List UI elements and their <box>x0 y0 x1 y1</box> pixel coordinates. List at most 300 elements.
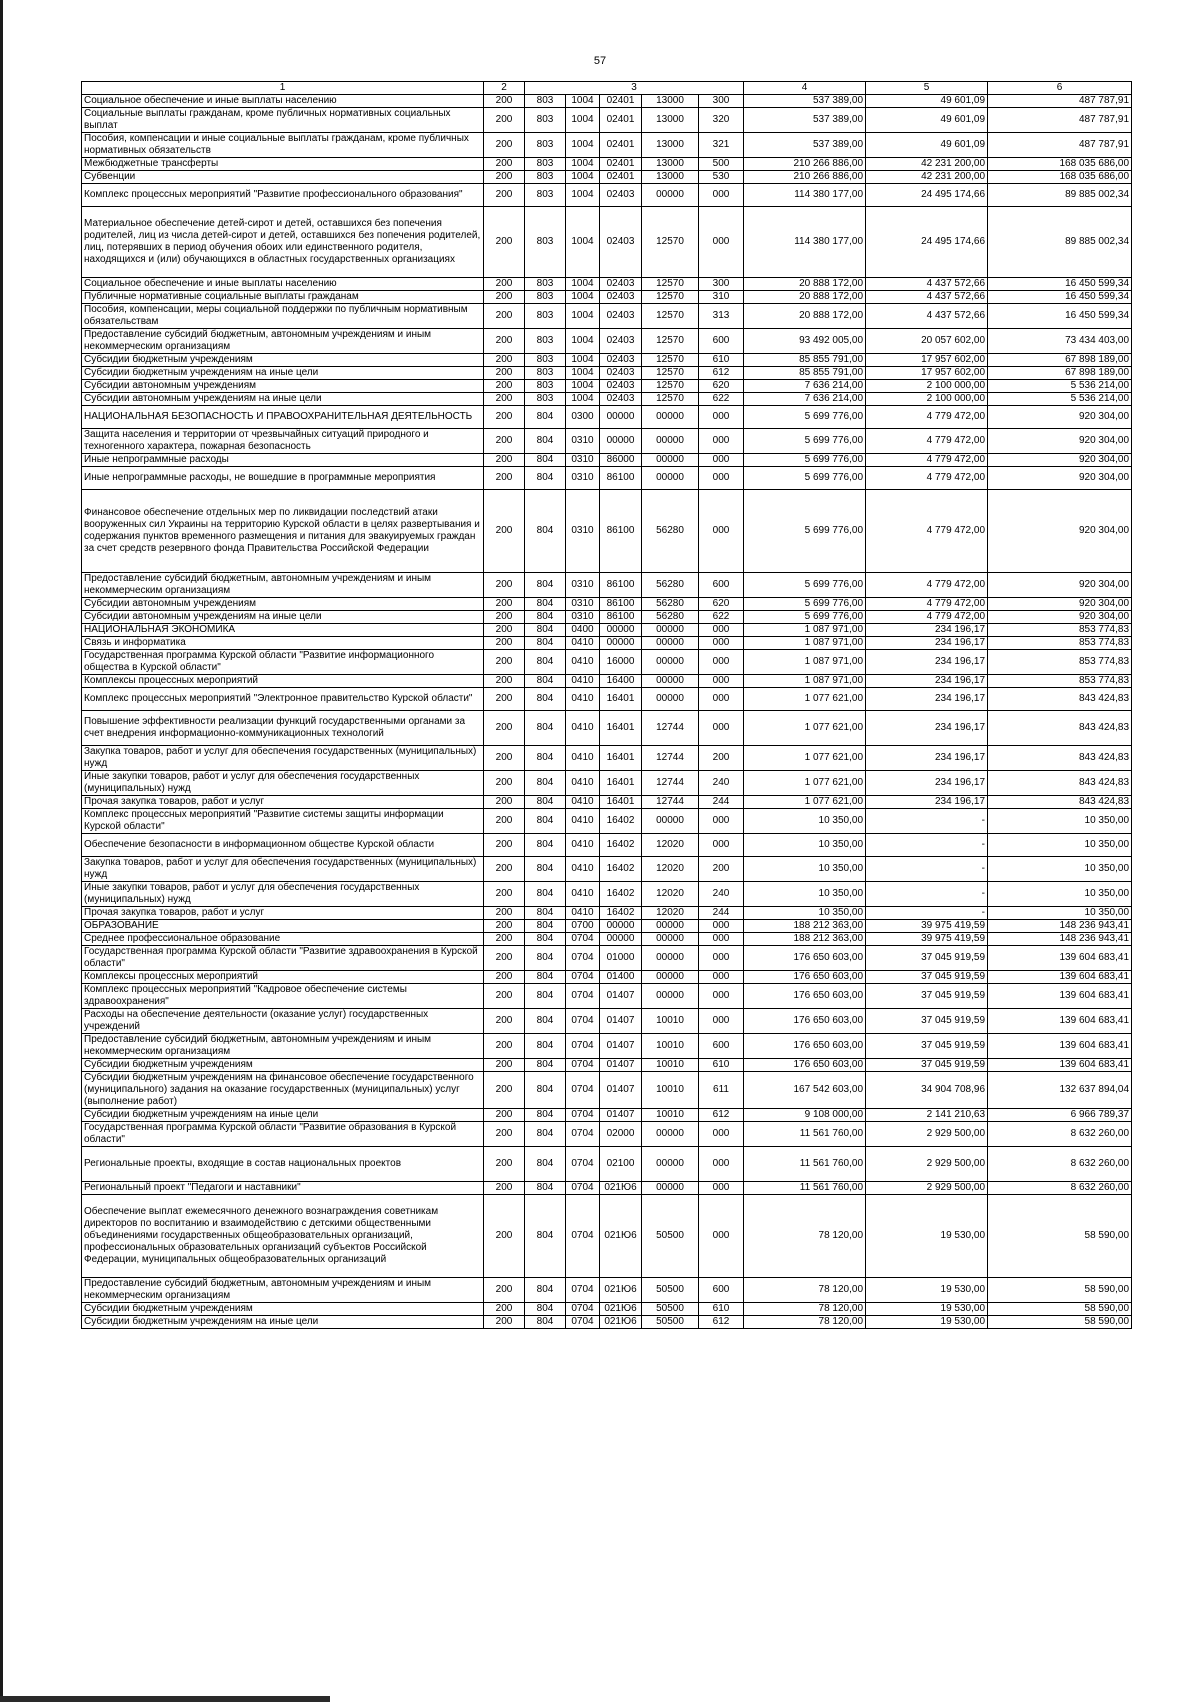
code-grbs: 200 <box>484 573 525 598</box>
code-section: 0400 <box>566 624 600 637</box>
code-rz: 804 <box>525 1122 566 1147</box>
row-name: Пособия, компенсации, меры социальной поддержки по публичным нормативным обязательствам <box>82 304 484 329</box>
code-target: 02100 <box>600 1147 642 1182</box>
code-direction: 00000 <box>642 933 699 946</box>
amount-plan: 1 087 971,00 <box>744 637 866 650</box>
amount-rest: 139 604 683,41 <box>988 1034 1132 1059</box>
amount-plan: 1 077 621,00 <box>744 688 866 711</box>
row-name: ОБРАЗОВАНИЕ <box>82 920 484 933</box>
amount-plan: 167 542 603,00 <box>744 1072 866 1109</box>
table-row <box>82 920 1132 933</box>
amount-rest: 58 590,00 <box>988 1195 1132 1278</box>
row-name: Государственная программа Курской области "Развитие образования в Курской области" <box>82 1122 484 1147</box>
amount-rest: 6 966 789,37 <box>988 1109 1132 1122</box>
amount-rest: 148 236 943,41 <box>988 920 1132 933</box>
row-name: Субсидии автономным учреждениям на иные цели <box>82 393 484 406</box>
amount-plan: 20 888 172,00 <box>744 291 866 304</box>
code-section: 0310 <box>566 490 600 573</box>
code-kind: 000 <box>699 1009 744 1034</box>
code-target: 021Ю6 <box>600 1316 642 1329</box>
table-row <box>82 857 1132 882</box>
code-rz: 804 <box>525 1059 566 1072</box>
table-row <box>82 367 1132 380</box>
amount-plan: 10 350,00 <box>744 907 866 920</box>
code-direction: 12570 <box>642 291 699 304</box>
code-target: 01407 <box>600 984 642 1009</box>
code-section: 0310 <box>566 454 600 467</box>
code-kind: 321 <box>699 133 744 158</box>
table-row <box>82 1316 1132 1329</box>
code-grbs: 200 <box>484 1009 525 1034</box>
code-grbs: 200 <box>484 1072 525 1109</box>
table-row <box>82 1182 1132 1195</box>
amount-exec: - <box>866 857 988 882</box>
scan-edge-bottom <box>0 1696 330 1702</box>
table-row <box>82 1195 1132 1278</box>
code-grbs: 200 <box>484 354 525 367</box>
amount-exec: 234 196,17 <box>866 796 988 809</box>
code-section: 0704 <box>566 946 600 971</box>
code-target: 02403 <box>600 278 642 291</box>
code-section: 1004 <box>566 329 600 354</box>
code-kind: 000 <box>699 971 744 984</box>
row-name: Прочая закупка товаров, работ и услуг <box>82 796 484 809</box>
row-name: Иные непрограммные расходы <box>82 454 484 467</box>
amount-rest: 139 604 683,41 <box>988 984 1132 1009</box>
code-kind: 313 <box>699 304 744 329</box>
code-grbs: 200 <box>484 857 525 882</box>
amount-plan: 10 350,00 <box>744 857 866 882</box>
amount-exec: 234 196,17 <box>866 688 988 711</box>
code-rz: 804 <box>525 454 566 467</box>
budget-table <box>81 81 1132 1329</box>
amount-exec: 17 957 602,00 <box>866 354 988 367</box>
table-row <box>82 429 1132 454</box>
amount-exec: 49 601,09 <box>866 108 988 133</box>
header-col-4: 4 <box>744 82 866 95</box>
amount-exec: 234 196,17 <box>866 746 988 771</box>
row-name: Обеспечение безопасности в информационном обществе Курской области <box>82 834 484 857</box>
amount-rest: 487 787,91 <box>988 108 1132 133</box>
code-grbs: 200 <box>484 650 525 675</box>
code-rz: 803 <box>525 207 566 278</box>
code-kind: 200 <box>699 746 744 771</box>
code-rz: 804 <box>525 809 566 834</box>
code-grbs: 200 <box>484 675 525 688</box>
code-grbs: 200 <box>484 688 525 711</box>
amount-exec: 234 196,17 <box>866 650 988 675</box>
code-kind: 600 <box>699 573 744 598</box>
table-row <box>82 1303 1132 1316</box>
amount-exec: 20 057 602,00 <box>866 329 988 354</box>
row-name: Региональные проекты, входящие в состав национальных проектов <box>82 1147 484 1182</box>
amount-exec: 4 437 572,66 <box>866 278 988 291</box>
code-kind: 300 <box>699 278 744 291</box>
amount-plan: 1 077 621,00 <box>744 771 866 796</box>
table-row <box>82 711 1132 746</box>
table-row <box>82 834 1132 857</box>
row-name: Обеспечение выплат ежемесячного денежного вознаграждения советникам директоров по воспитанию и взаимодействию с детскими общественными объединениями государственных общеобразовательных организаций, профессиональных образовательных организаций субъектов Российской Федерации, муниципальных общеобразовательных организаций <box>82 1195 484 1278</box>
code-section: 0704 <box>566 971 600 984</box>
amount-rest: 168 035 686,00 <box>988 158 1132 171</box>
amount-exec: 2 100 000,00 <box>866 380 988 393</box>
code-rz: 804 <box>525 946 566 971</box>
code-target: 00000 <box>600 429 642 454</box>
code-section: 1004 <box>566 133 600 158</box>
code-target: 02403 <box>600 393 642 406</box>
code-direction: 50500 <box>642 1316 699 1329</box>
code-target: 16401 <box>600 688 642 711</box>
code-target: 00000 <box>600 406 642 429</box>
amount-exec: 49 601,09 <box>866 95 988 108</box>
code-grbs: 200 <box>484 771 525 796</box>
row-name: Субсидии автономным учреждениям <box>82 598 484 611</box>
code-rz: 804 <box>525 882 566 907</box>
code-rz: 804 <box>525 490 566 573</box>
code-target: 16402 <box>600 857 642 882</box>
row-name: Иные непрограммные расходы, не вошедшие в программные мероприятия <box>82 467 484 490</box>
code-direction: 50500 <box>642 1303 699 1316</box>
code-direction: 13000 <box>642 108 699 133</box>
code-rz: 804 <box>525 1316 566 1329</box>
code-section: 1004 <box>566 158 600 171</box>
code-section: 0410 <box>566 809 600 834</box>
code-target: 01407 <box>600 1009 642 1034</box>
code-kind: 240 <box>699 771 744 796</box>
code-grbs: 200 <box>484 108 525 133</box>
code-direction: 00000 <box>642 946 699 971</box>
code-section: 0410 <box>566 746 600 771</box>
code-section: 0410 <box>566 834 600 857</box>
amount-plan: 176 650 603,00 <box>744 946 866 971</box>
table-row <box>82 624 1132 637</box>
code-rz: 804 <box>525 598 566 611</box>
table-row <box>82 1009 1132 1034</box>
amount-plan: 78 120,00 <box>744 1303 866 1316</box>
code-grbs: 200 <box>484 711 525 746</box>
code-section: 1004 <box>566 304 600 329</box>
code-section: 0310 <box>566 467 600 490</box>
amount-plan: 85 855 791,00 <box>744 354 866 367</box>
code-target: 16000 <box>600 650 642 675</box>
code-kind: 610 <box>699 1303 744 1316</box>
table-row <box>82 158 1132 171</box>
row-name: Комплексы процессных мероприятий <box>82 971 484 984</box>
code-section: 0410 <box>566 882 600 907</box>
table-row <box>82 380 1132 393</box>
code-direction: 56280 <box>642 573 699 598</box>
table-row <box>82 907 1132 920</box>
amount-plan: 7 636 214,00 <box>744 393 866 406</box>
amount-rest: 58 590,00 <box>988 1278 1132 1303</box>
code-target: 02000 <box>600 1122 642 1147</box>
code-section: 0410 <box>566 675 600 688</box>
amount-rest: 853 774,83 <box>988 624 1132 637</box>
code-kind: 000 <box>699 650 744 675</box>
code-grbs: 200 <box>484 624 525 637</box>
amount-plan: 9 108 000,00 <box>744 1109 866 1122</box>
code-target: 02403 <box>600 184 642 207</box>
amount-exec: 234 196,17 <box>866 675 988 688</box>
code-section: 0704 <box>566 1072 600 1109</box>
code-kind: 000 <box>699 834 744 857</box>
code-rz: 803 <box>525 329 566 354</box>
header-col-2: 2 <box>484 82 525 95</box>
code-kind: 000 <box>699 184 744 207</box>
code-kind: 000 <box>699 1182 744 1195</box>
code-target: 86000 <box>600 454 642 467</box>
amount-exec: 37 045 919,59 <box>866 946 988 971</box>
code-target: 02403 <box>600 304 642 329</box>
amount-plan: 20 888 172,00 <box>744 278 866 291</box>
row-name: Финансовое обеспечение отдельных мер по ликвидации последствий атаки вооруженных сил Украины на территорию Курской области в целях развертывания и содержания пунктов временного размещения и питания для эвакуируемых граждан за счет средств резервного фонда Правительства Российской Федерации <box>82 490 484 573</box>
amount-plan: 5 699 776,00 <box>744 611 866 624</box>
row-name: Закупка товаров, работ и услуг для обеспечения государственных (муниципальных) нужд <box>82 746 484 771</box>
code-target: 00000 <box>600 933 642 946</box>
amount-rest: 843 424,83 <box>988 746 1132 771</box>
amount-plan: 78 120,00 <box>744 1316 866 1329</box>
code-grbs: 200 <box>484 809 525 834</box>
code-direction: 12020 <box>642 907 699 920</box>
amount-plan: 5 699 776,00 <box>744 467 866 490</box>
code-target: 01407 <box>600 1034 642 1059</box>
code-target: 86100 <box>600 467 642 490</box>
code-section: 0310 <box>566 611 600 624</box>
code-section: 0704 <box>566 933 600 946</box>
amount-plan: 114 380 177,00 <box>744 184 866 207</box>
code-target: 021Ю6 <box>600 1182 642 1195</box>
code-rz: 803 <box>525 291 566 304</box>
row-name: Предоставление субсидий бюджетным, автономным учреждениям и иным некоммерческим организациям <box>82 573 484 598</box>
amount-exec: 37 045 919,59 <box>866 984 988 1009</box>
amount-rest: 843 424,83 <box>988 796 1132 809</box>
code-direction: 12020 <box>642 834 699 857</box>
amount-exec: 24 495 174,66 <box>866 207 988 278</box>
code-direction: 12570 <box>642 278 699 291</box>
code-grbs: 200 <box>484 158 525 171</box>
amount-rest: 139 604 683,41 <box>988 946 1132 971</box>
row-name: Предоставление субсидий бюджетным, автономным учреждениям и иным некоммерческим организациям <box>82 1034 484 1059</box>
code-section: 1004 <box>566 207 600 278</box>
amount-rest: 10 350,00 <box>988 882 1132 907</box>
code-target: 00000 <box>600 920 642 933</box>
code-direction: 00000 <box>642 1147 699 1182</box>
code-rz: 804 <box>525 834 566 857</box>
table-row <box>82 95 1132 108</box>
amount-exec: - <box>866 809 988 834</box>
amount-rest: 920 304,00 <box>988 573 1132 598</box>
amount-exec: 2 100 000,00 <box>866 393 988 406</box>
code-rz: 804 <box>525 984 566 1009</box>
code-kind: 240 <box>699 882 744 907</box>
row-name: Иные закупки товаров, работ и услуг для обеспечения государственных (муниципальных) нужд <box>82 882 484 907</box>
amount-exec: - <box>866 834 988 857</box>
code-target: 021Ю6 <box>600 1195 642 1278</box>
code-grbs: 200 <box>484 1059 525 1072</box>
code-direction: 12570 <box>642 380 699 393</box>
code-rz: 803 <box>525 95 566 108</box>
amount-rest: 16 450 599,34 <box>988 304 1132 329</box>
code-kind: 622 <box>699 611 744 624</box>
code-target: 02401 <box>600 108 642 133</box>
code-section: 0704 <box>566 1122 600 1147</box>
amount-exec: 4 437 572,66 <box>866 304 988 329</box>
code-direction: 50500 <box>642 1278 699 1303</box>
code-grbs: 200 <box>484 291 525 304</box>
code-direction: 12020 <box>642 857 699 882</box>
amount-plan: 5 699 776,00 <box>744 573 866 598</box>
code-section: 0410 <box>566 711 600 746</box>
amount-exec: - <box>866 907 988 920</box>
code-kind: 612 <box>699 367 744 380</box>
amount-plan: 210 266 886,00 <box>744 158 866 171</box>
amount-plan: 11 561 760,00 <box>744 1147 866 1182</box>
code-direction: 10010 <box>642 1009 699 1034</box>
table-row <box>82 1059 1132 1072</box>
table-row <box>82 675 1132 688</box>
amount-rest: 920 304,00 <box>988 406 1132 429</box>
code-grbs: 200 <box>484 1182 525 1195</box>
code-kind: 000 <box>699 624 744 637</box>
code-direction: 12744 <box>642 711 699 746</box>
code-target: 02403 <box>600 354 642 367</box>
code-direction: 00000 <box>642 406 699 429</box>
amount-exec: 234 196,17 <box>866 624 988 637</box>
code-kind: 612 <box>699 1316 744 1329</box>
row-name: Пособия, компенсации и иные социальные выплаты гражданам, кроме публичных нормативных обязательств <box>82 133 484 158</box>
code-direction: 10010 <box>642 1072 699 1109</box>
code-kind: 610 <box>699 1059 744 1072</box>
code-section: 0410 <box>566 637 600 650</box>
code-kind: 000 <box>699 711 744 746</box>
amount-exec: 4 779 472,00 <box>866 467 988 490</box>
header-col-5: 5 <box>866 82 988 95</box>
code-target: 16401 <box>600 796 642 809</box>
table-row <box>82 171 1132 184</box>
code-direction: 12570 <box>642 367 699 380</box>
amount-plan: 1 087 971,00 <box>744 675 866 688</box>
row-name: Субсидии бюджетным учреждениям на иные цели <box>82 367 484 380</box>
code-direction: 12570 <box>642 207 699 278</box>
code-direction: 00000 <box>642 688 699 711</box>
row-name: Публичные нормативные социальные выплаты гражданам <box>82 291 484 304</box>
code-target: 86100 <box>600 611 642 624</box>
table-body <box>82 95 1132 1329</box>
amount-rest: 8 632 260,00 <box>988 1122 1132 1147</box>
code-target: 02403 <box>600 207 642 278</box>
code-target: 01407 <box>600 1109 642 1122</box>
amount-rest: 139 604 683,41 <box>988 1009 1132 1034</box>
code-section: 0310 <box>566 429 600 454</box>
code-grbs: 200 <box>484 984 525 1009</box>
amount-exec: 234 196,17 <box>866 771 988 796</box>
code-rz: 804 <box>525 650 566 675</box>
code-target: 86100 <box>600 598 642 611</box>
amount-plan: 7 636 214,00 <box>744 380 866 393</box>
amount-rest: 10 350,00 <box>988 809 1132 834</box>
code-rz: 803 <box>525 367 566 380</box>
amount-plan: 1 077 621,00 <box>744 711 866 746</box>
code-grbs: 200 <box>484 796 525 809</box>
code-grbs: 200 <box>484 467 525 490</box>
row-name: Субвенции <box>82 171 484 184</box>
amount-plan: 1 087 971,00 <box>744 650 866 675</box>
code-target: 16402 <box>600 834 642 857</box>
amount-rest: 920 304,00 <box>988 490 1132 573</box>
code-grbs: 200 <box>484 171 525 184</box>
amount-plan: 93 492 005,00 <box>744 329 866 354</box>
amount-exec: 4 779 472,00 <box>866 406 988 429</box>
code-rz: 804 <box>525 406 566 429</box>
amount-plan: 11 561 760,00 <box>744 1182 866 1195</box>
row-name: Субсидии автономным учреждениям на иные цели <box>82 611 484 624</box>
code-direction: 00000 <box>642 184 699 207</box>
code-target: 02401 <box>600 133 642 158</box>
code-direction: 12570 <box>642 329 699 354</box>
amount-rest: 8 632 260,00 <box>988 1147 1132 1182</box>
row-name: Материальное обеспечение детей-сирот и детей, оставшихся без попечения родителей, лиц из числа детей-сирот и детей, оставшихся без попечения родителей, лиц, потерявших в период обучения обоих или единственного родителя, находящихся и (или) обучающихся в областных государственных организациях <box>82 207 484 278</box>
code-grbs: 200 <box>484 207 525 278</box>
amount-plan: 114 380 177,00 <box>744 207 866 278</box>
amount-exec: - <box>866 882 988 907</box>
code-direction: 56280 <box>642 490 699 573</box>
table-row <box>82 1034 1132 1059</box>
row-name: Среднее профессиональное образование <box>82 933 484 946</box>
code-direction: 13000 <box>642 171 699 184</box>
code-direction: 00000 <box>642 637 699 650</box>
code-rz: 804 <box>525 711 566 746</box>
amount-exec: 49 601,09 <box>866 133 988 158</box>
row-name: Государственная программа Курской области "Развитие информационного общества в Курской области" <box>82 650 484 675</box>
code-kind: 244 <box>699 796 744 809</box>
amount-rest: 67 898 189,00 <box>988 354 1132 367</box>
amount-exec: 19 530,00 <box>866 1195 988 1278</box>
table-row <box>82 454 1132 467</box>
row-name: Региональный проект "Педагоги и наставники" <box>82 1182 484 1195</box>
code-direction: 10010 <box>642 1109 699 1122</box>
amount-exec: 2 929 500,00 <box>866 1182 988 1195</box>
code-section: 0410 <box>566 857 600 882</box>
code-rz: 804 <box>525 675 566 688</box>
amount-plan: 10 350,00 <box>744 834 866 857</box>
code-kind: 000 <box>699 406 744 429</box>
row-name: Комплекс процессных мероприятий "Развитие системы защиты информации Курской области" <box>82 809 484 834</box>
amount-rest: 487 787,91 <box>988 133 1132 158</box>
table-row <box>82 1278 1132 1303</box>
code-grbs: 200 <box>484 380 525 393</box>
row-name: Социальное обеспечение и иные выплаты населению <box>82 95 484 108</box>
code-rz: 803 <box>525 380 566 393</box>
code-kind: 000 <box>699 933 744 946</box>
amount-rest: 16 450 599,34 <box>988 291 1132 304</box>
code-target: 86100 <box>600 573 642 598</box>
amount-exec: 37 045 919,59 <box>866 1034 988 1059</box>
code-grbs: 200 <box>484 1034 525 1059</box>
amount-plan: 5 699 776,00 <box>744 454 866 467</box>
amount-exec: 34 904 708,96 <box>866 1072 988 1109</box>
code-section: 0704 <box>566 1195 600 1278</box>
amount-rest: 58 590,00 <box>988 1303 1132 1316</box>
table-row <box>82 184 1132 207</box>
code-direction: 00000 <box>642 1122 699 1147</box>
table-row <box>82 933 1132 946</box>
code-section: 0410 <box>566 796 600 809</box>
table-row <box>82 611 1132 624</box>
table-row <box>82 637 1132 650</box>
code-section: 0704 <box>566 1009 600 1034</box>
code-kind: 000 <box>699 207 744 278</box>
code-target: 02403 <box>600 367 642 380</box>
